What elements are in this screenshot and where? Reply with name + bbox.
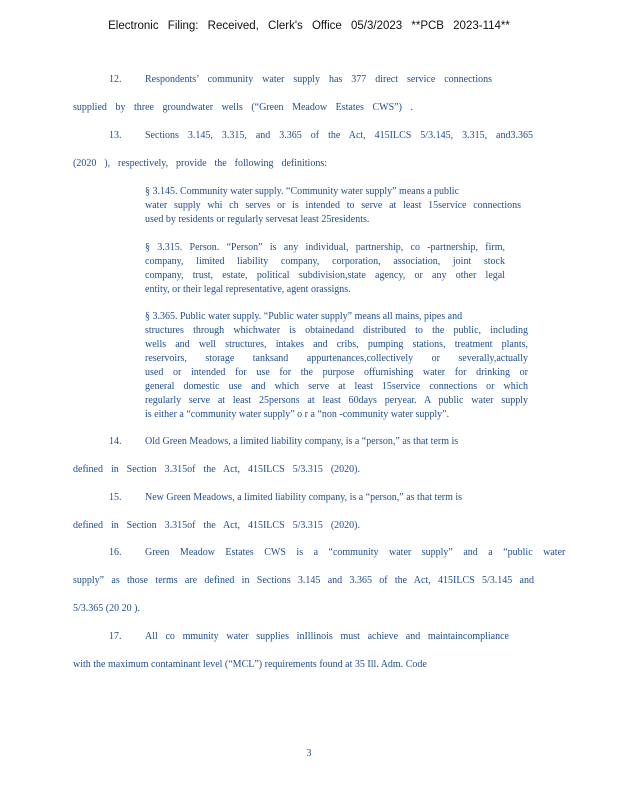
paragraph-16-line-1: Green Meadow Estates CWS is a “community water supply” and a “public water [145, 547, 566, 558]
quote-public-water-supply [145, 310, 528, 422]
page-number: 3 [306, 748, 312, 759]
quote-line: general domestic use and which serve at least 15service connections or which [145, 381, 528, 392]
paragraph-16-line-3: 5/3.365 (20 20 ). [73, 603, 140, 614]
paragraph-14-number: 14. [109, 436, 122, 447]
paragraph-15-line-1: New Green Meadows, a limited liability company, is a “person,” as that term is [145, 492, 463, 503]
quote-line: wells and well structures, intakes and cribs, pumping stations, treatment plants, [145, 339, 528, 350]
paragraph-12-number: 12. [109, 74, 122, 85]
paragraph-16-number: 16. [109, 547, 122, 558]
filing-header: Electronic Filing: Received, Clerk's Office 05/3/2023 **PCB 2023-114** [108, 20, 510, 32]
paragraph-14-line-2: defined in Section 3.315of the Act, 415ILCS 5/3.315 (2020). [73, 464, 360, 475]
paragraph-17-line-1: All co mmunity water supplies inIllinois must achieve and maintaincompliance [145, 631, 509, 642]
quote-line: entity, or their legal representative, agent orassigns. [145, 284, 351, 295]
quote-line: § 3.145. Community water supply. “Community water supply” means a public [145, 186, 460, 197]
paragraph-13-number: 13. [109, 130, 122, 141]
paragraph-17-number: 17. [109, 631, 122, 642]
paragraph-14-line-1: Old Green Meadows, a limited liability company, is a “person,” as that term is [145, 436, 459, 447]
quote-line: reservoirs, storage tanksand appurtenances,collectively or severally,actually [145, 353, 528, 364]
quote-line: company, limited liability company, corporation, association, joint stock [145, 256, 505, 267]
quote-line: structures through whichwater is obtainedand distributed to the public, including [145, 325, 528, 336]
paragraph-13-line-2: (2020 ), respectively, provide the following definitions: [73, 158, 327, 169]
paragraph-12-line-2: supplied by three groundwater wells (“Green Meadow Estates CWS”) . [73, 102, 413, 113]
quote-line: used by residents or regularly servesat least 25residents. [145, 214, 370, 225]
quote-community-water-supply [145, 185, 521, 227]
quote-line: regularly serve at least 25persons at least 60days peryear. A public water supply [145, 395, 528, 406]
paragraph-12-line-1: Respondents’ community water supply has 377 direct service connections [145, 74, 492, 85]
quote-line: is either a “community water supply” o r a “non -community water supply”. [145, 409, 450, 420]
quote-line: water supply whi ch serves or is intended to serve at least 15service connections [145, 200, 521, 211]
quote-person [145, 241, 505, 297]
quote-line: used or intended for use for the purpose offurnishing water for drinking or [145, 367, 528, 378]
paragraph-16-line-2: supply” as those terms are defined in Sections 3.145 and 3.365 of the Act, 415ILCS 5/3.145 and [73, 575, 534, 586]
quote-line: § 3.315. Person. “Person” is any individual, partnership, co -partnership, firm, [145, 242, 505, 253]
paragraph-15-number: 15. [109, 492, 122, 503]
quote-line: § 3.365. Public water supply. “Public water supply” means all mains, pipes and [145, 311, 463, 322]
paragraph-17-line-2: with the maximum contaminant level (“MCL”) requirements found at 35 Ill. Adm. Code [73, 659, 427, 670]
paragraph-15-line-2: defined in Section 3.315of the Act, 415ILCS 5/3.315 (2020). [73, 520, 360, 531]
paragraph-13-line-1: Sections 3.145, 3.315, and 3.365 of the Act, 415ILCS 5/3.145, 3.315, and3.365 [145, 130, 533, 141]
quote-line: company, trust, estate, political subdivision,state agency, or any other legal [145, 270, 505, 281]
